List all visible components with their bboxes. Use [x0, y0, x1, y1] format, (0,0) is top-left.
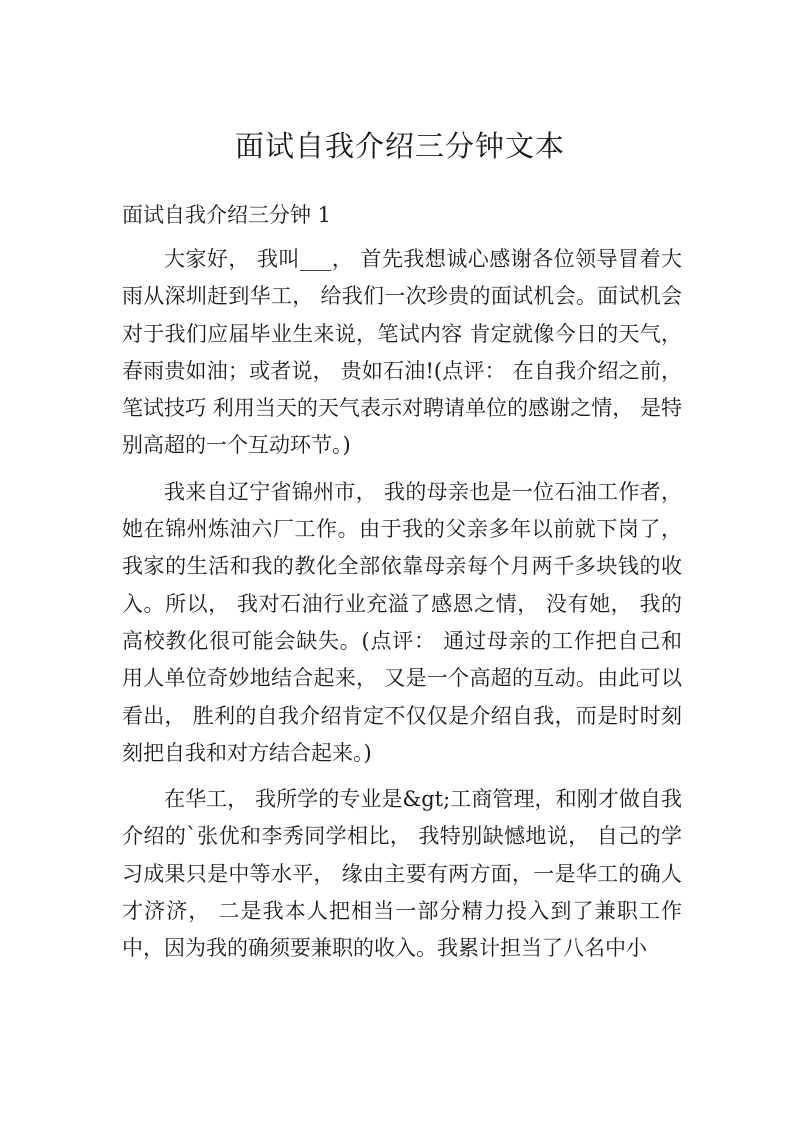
- document-title: 面试自我介绍三分钟文本: [234, 129, 565, 163]
- paragraph-3: 在华工， 我所学的专业是&gt;工商管理，和刚才做自我介绍的`张优和李秀同学相比， 我特别缺憾地说， 自己的学习成果只是中等水平， 缘由主要有两方面，一是华工的确人才济济， 二是我本人把相当一部分精力投入到了兼职工作中，因为我的确须要兼职的收入。我累计担当了八名中小: [122, 787, 682, 961]
- document-body: [122, 241, 682, 977]
- paragraph-2: 我来自辽宁省锦州市， 我的母亲也是一位石油工作者，她在锦州炼油六厂工作。由于我的父亲多年以前就下岗了，我家的生活和我的教化全部依靠母亲每个月两千多块钱的收入。所以， 我对石油行业充溢了感恩之情， 没有她， 我的高校教化很可能会缺失。(点评： 通过母亲的工作把自己和用人单位奇妙地结合起来， 又是一个高超的互动。由此可以看出， 胜利的自我介绍肯定不仅仅是介绍自我，而是时时刻刻把自我和对方结合起来。): [122, 479, 682, 765]
- section-heading: 面试自我介绍三分钟 1: [122, 203, 332, 227]
- paragraph-1: 大家好， 我叫___， 首先我想诚心感谢各位领导冒着大雨从深圳赶到华工， 给我们一次珍贵的面试机会。面试机会对于我们应届毕业生来说，笔试内容 肯定就像今日的天气，春雨贵如油；或者说， 贵如石油!(点评： 在自我介绍之前，笔试技巧 利用当天的天气表示对聘请单位的感谢之情， 是特别高超的一个互动环节。): [122, 247, 682, 458]
